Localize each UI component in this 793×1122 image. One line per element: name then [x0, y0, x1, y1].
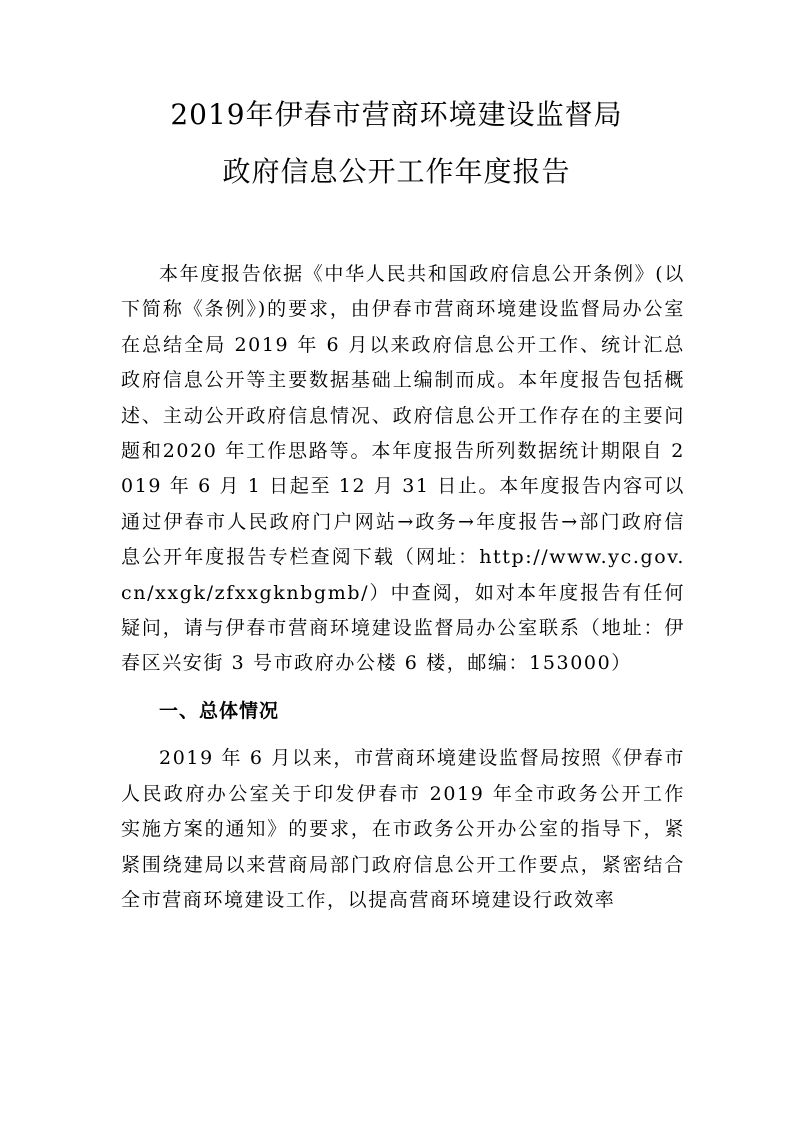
- intro-paragraph: 本年度报告依据《中华人民共和国政府信息公开条例》(以下简称《条例》)的要求，由伊春市营商环境建设监督局办公室在总结全局 2019 年 6 月以来政府信息公开工作、统计汇总政府信息公开等主要数据基础上编制而成。本年度报告包括概述、主动公开政府信息情况、政府信息公开工作存在的主要问题和2020 年工作思路等。本年度报告所列数据统计期限自 2019 年 6 月 1 日起至 12 月 31 日止。本年度报告内容可以通过伊春市人民政府门户网站→政务→年度报告→部门政府信息公开年度报告专栏查阅下载（网址：http://www.yc.gov.cn/xxgk/zfxxgknbgmb/）中查阅，如对本年度报告有任何疑问，请与伊春市营商环境建设监督局办公室联系（地址：伊春区兴安街 3 号市政府办公楼 6 楼，邮编：153000）: [121, 263, 685, 675]
- document-title-line-1: 2019年伊春市营商环境建设监督局: [170, 98, 623, 131]
- overview-paragraph: 2019 年 6 月以来，市营商环境建设监督局按照《伊春市人民政府办公室关于印发伊春市 2019 年全市政务公开工作实施方案的通知》的要求，在市政务公开办公室的指导下，紧紧围绕建局以来营商局部门政府信息公开工作要点，紧密结合全市营商环境建设工作，以提高营商环境建设行政效率: [121, 747, 685, 911]
- document-body: [121, 257, 685, 918]
- section-heading-overview: 一、总体情况: [159, 699, 280, 722]
- document-title-line-2: 政府信息公开工作年度报告: [222, 155, 571, 188]
